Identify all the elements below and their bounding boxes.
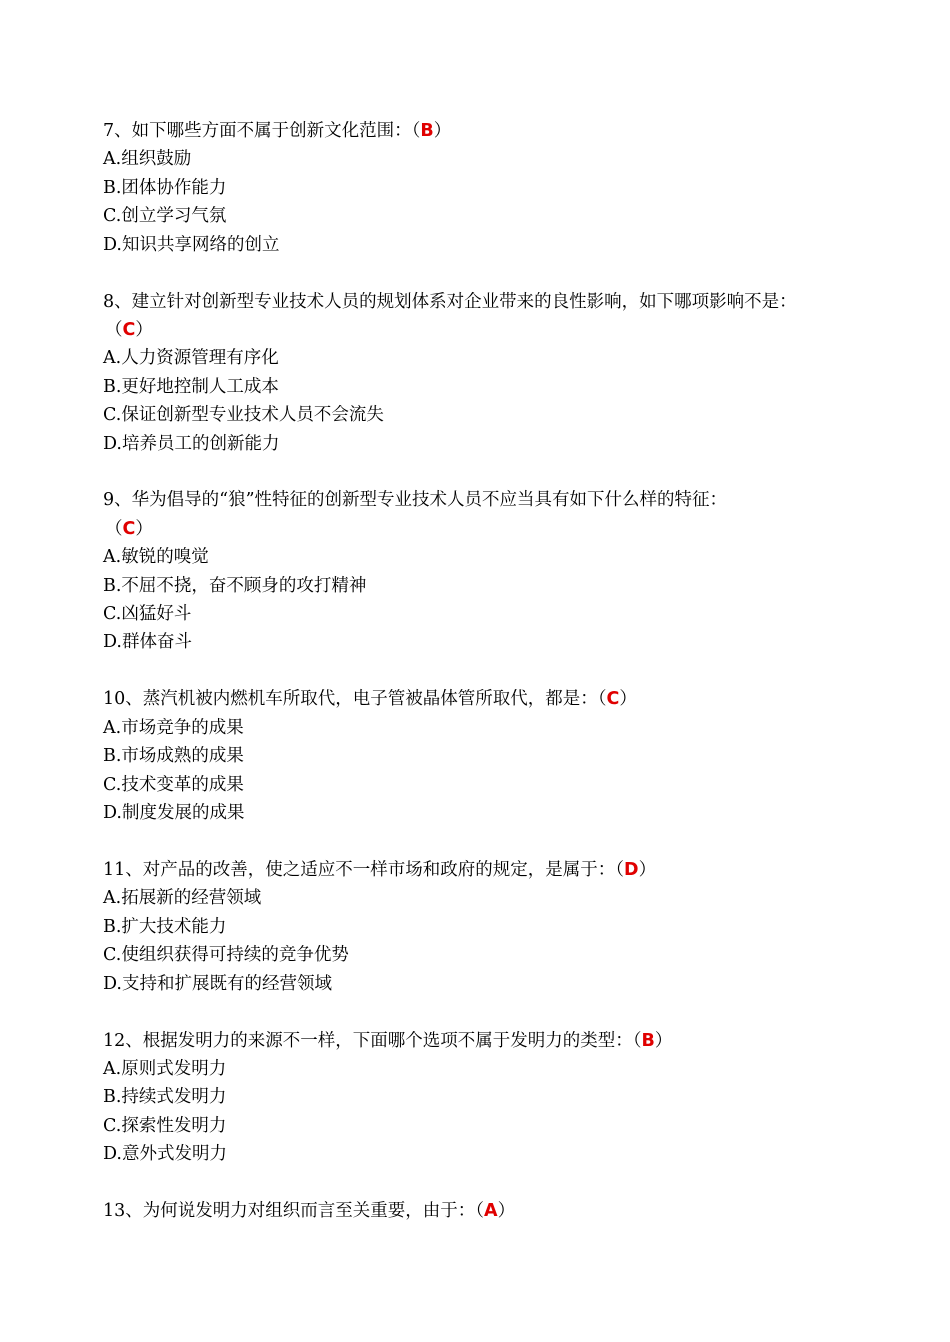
question-11 [103,856,903,998]
question-9 [103,486,903,656]
option-c: C.探索性发明力 [103,1115,227,1136]
option-b: B.不屈不挠，奋不顾身的攻打精神 [103,575,367,596]
answer-letter: B [641,1030,655,1051]
answer-mark: （A） [475,1201,516,1222]
option-c: C.技术变革的成果 [103,774,244,795]
option-b: B.团体协作能力 [103,177,227,198]
answer-mark: （B） [411,121,452,141]
option-b: B.更好地控制人工成本 [103,376,279,397]
option-a: A.敏锐的嗅觉 [103,547,209,568]
question-13 [103,1197,903,1225]
option-d: D.知识共享网络的创立 [103,234,280,255]
option-d: D.意外式发明力 [103,1144,227,1165]
option-a: A.市场竞争的成果 [103,717,244,738]
option-d: D.支持和扩展既有的经营领域 [103,973,332,994]
stem-text: 13、为何说发明力对组织而言至关重要，由于： [103,1201,476,1222]
answer-letter: C [606,689,620,710]
stem-text: 11、对产品的改善，使之适应不一样市场和政府的规定，是属于： [103,859,616,880]
option-c: C.使组织获得可持续的竞争优势 [103,945,349,966]
option-a: A.组织鼓励 [103,149,192,170]
option-b: B.市场成熟的成果 [103,746,244,767]
option-a: A.原则式发明力 [103,1058,227,1079]
option-a: A.人力资源管理有序化 [103,348,279,369]
question-12 [103,1027,903,1169]
question-stem-continued [103,316,903,344]
answer-letter: A [484,1201,498,1222]
answer-mark: （C） [105,319,153,340]
answer-letter: D [624,859,639,880]
question-7 [103,117,903,259]
stem-text: 8、建立针对创新型专业技术人员的规划体系对企业带来的良性影响，如下哪项影响不是： [103,291,797,312]
question-stem [103,1197,903,1225]
answer-letter: B [420,121,434,141]
answer-mark: （C） [597,689,637,710]
question-stem [103,685,903,713]
answer-letter: C [122,518,136,539]
question-stem [103,117,903,145]
question-stem [103,856,903,884]
option-d: D.制度发展的成果 [103,802,245,823]
question-stem [103,1027,903,1055]
stem-text: 9、华为倡导的“狼”性特征的创新型专业技术人员不应当具有如下什么样的特征： [103,490,728,511]
question-10 [103,685,903,827]
option-c: C.创立学习气氛 [103,206,227,227]
option-d: D.群体奋斗 [103,632,192,653]
stem-text: 7、如下哪些方面不属于创新文化范围： [103,121,412,141]
option-b: B.持续式发明力 [103,1087,227,1108]
option-c: C.凶猛好斗 [103,604,192,625]
question-8 [103,288,903,458]
stem-text: 10、蒸汽机被内燃机车所取代，电子管被晶体管所取代，都是： [103,689,598,710]
answer-mark: （B） [632,1030,673,1051]
answer-mark: （C） [105,518,153,539]
question-stem [103,486,903,514]
question-stem [103,288,903,316]
question-list [103,117,903,1254]
option-b: B.扩大技术能力 [103,916,227,937]
stem-text: 12、根据发明力的来源不一样，下面哪个选项不属于发明力的类型： [103,1030,633,1051]
option-a: A.拓展新的经营领域 [103,888,262,909]
option-c: C.保证创新型专业技术人员不会流失 [103,405,384,426]
answer-letter: C [122,319,136,340]
question-stem-continued [103,515,903,543]
answer-mark: （D） [615,859,657,880]
option-d: D.培养员工的创新能力 [103,433,280,454]
